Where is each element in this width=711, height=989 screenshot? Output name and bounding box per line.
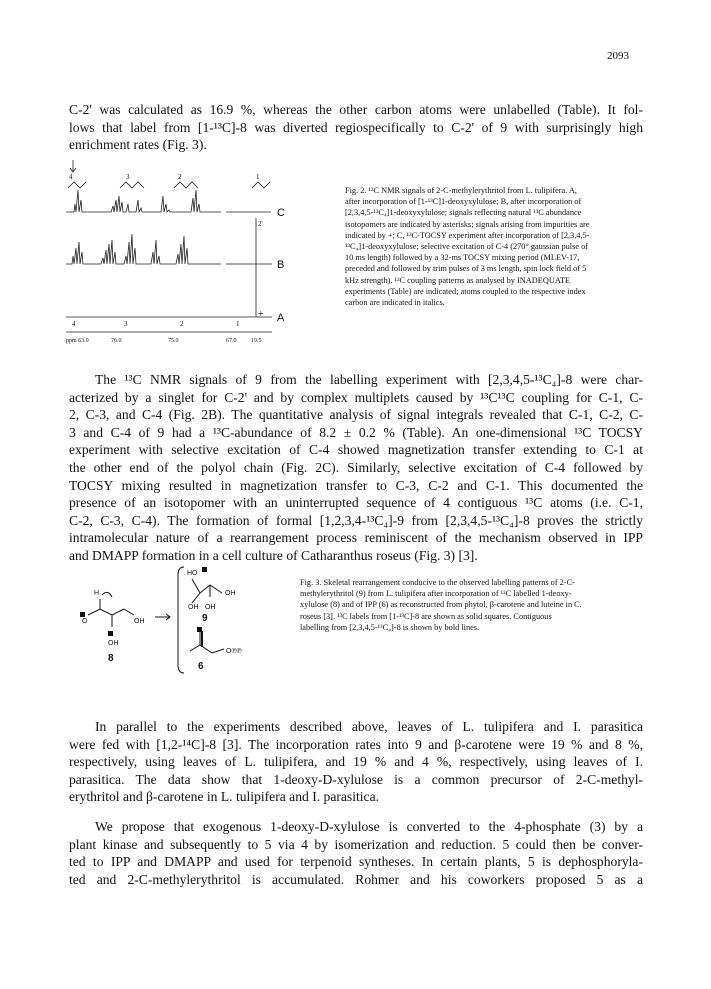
caption-line: after incorporation of [1-¹³C]1-deoxyxylulose; B, after incorporation of	[345, 197, 582, 207]
caption-line: carbon are indicated in italics.	[345, 298, 445, 308]
scheme-label: OH	[205, 604, 216, 611]
text-line: intramolecular nature of a rearrangement process reminiscent of the mechanism observed in IPP	[69, 530, 643, 546]
carbon-label: 1	[256, 173, 260, 181]
caption-line: methylerythritol (9) from L. tulipifera after incorporation of ¹³C labelled 1-deoxy-	[300, 589, 572, 599]
scheme-label: OH	[225, 590, 236, 597]
text-line: C-2' was calculated as 16.9 %, whereas the other carbon atoms were unlabelled (Table). It fol-	[69, 102, 643, 117]
carbon-label: 4	[72, 320, 76, 328]
caption-line: [2,3,4,5-¹³C₄]1-deoxyxylulose; signals reflecting natural ¹³C abundance	[345, 208, 582, 218]
text-line: We propose that exogenous 1-deoxy-D-xylulose is converted to the 4-phosphate (3) by a	[95, 819, 643, 834]
scheme-label: HO	[187, 570, 198, 577]
axis-tick: 19.5	[251, 338, 262, 344]
caption-line: ¹³C₄]1-deoxyxylulose; selective excitation of C-4 (270° gaussian pulse of	[345, 242, 588, 252]
scheme-label: OH	[134, 618, 145, 625]
label-square	[202, 567, 207, 572]
skeletal-rearrangement-scheme	[80, 565, 300, 675]
text-line: TOCSY mixing resulted in magnetization transfer to C-3, C-2 and C-1. This documented the	[69, 477, 643, 493]
text-line: C-2, C-3, C-4). The formation of formal [1,2,3,4-¹³C₄]-9 from [2,3,4,5-¹³C₄]-8 proves the strictly	[69, 512, 643, 528]
caption-line: xylulose (8) and of IPP (6) as reconstructed from phytol, β-carotene and luteine in C.	[300, 600, 582, 610]
text-line: 3 and C-4 of 9 had a ¹³C-abundance of 8.2 ± 0.2 % (Table). An one-dimensional ¹³C TOCSY	[69, 424, 643, 440]
axis-tick: 76.0	[111, 338, 122, 344]
caption-line: Fig. 3. Skeletal rearrangement conducive to the observed labelling patterns of 2-C-	[300, 578, 575, 587]
carbon-label: 2	[180, 320, 184, 328]
text-line: enrichment rates (Fig. 3).	[69, 137, 207, 153]
caption-line: indicated by +; C, ¹³C-TOCSY experiment after incorporation of [2,3,4,5-	[345, 230, 590, 240]
scheme-label: O	[82, 618, 88, 625]
caption-line: isotopomers are indicated by asterisks; signals arising from impurities are	[345, 219, 590, 229]
compound-number: 8	[108, 653, 114, 664]
paragraph-4	[69, 818, 643, 888]
text-line: 2, C-3, and C-4 (Fig. 2B). The quantitative analysis of signal integrals revealed that C-1, C-2, C-	[69, 407, 643, 423]
axis-tick: 75.0	[168, 338, 179, 344]
carbon-label: 2	[178, 173, 182, 181]
carbon-label: 3	[124, 320, 128, 328]
paragraph-1	[69, 101, 643, 154]
caption-line: labelling from [2,3,4,5-¹³C₄]-8 is shown by bold lines.	[300, 622, 480, 632]
page-number: 2093	[607, 50, 629, 62]
scheme-label: OH	[188, 604, 199, 611]
caption-line: Fig. 2. ¹³C NMR signals of 2-C-methylerythritol from L. tulipifera. A,	[345, 186, 577, 195]
text-line: and DMAPP formation in a cell culture of Catharanthus roseus (Fig. 3) [3].	[69, 547, 478, 563]
axis-tick: ppm 63.0	[66, 338, 89, 344]
text-line: In parallel to the experiments described above, leaves of L. tulipifera and I. parasitica	[95, 719, 643, 734]
paragraph-3	[69, 718, 643, 806]
figure-3-caption	[300, 577, 643, 633]
label-square	[108, 631, 113, 636]
text-line: ted and 2-C-methylerythritol is accumulated. Rohmer and his coworkers proposed 5 as a	[69, 871, 643, 887]
carbon-label: 2'	[258, 220, 263, 228]
caption-line: 10 ms length) followed by a 32-ms TOCSY mixing period (MLEV-17,	[345, 253, 580, 263]
text-line: lows that label from [1-¹³C]-8 was diverted regiospecifically to C-2' of 9 with surprisingly high	[69, 119, 643, 135]
carbon-label: 4	[69, 173, 73, 181]
caption-line: experiments (Table) are indicated; atoms coupled to the respective index	[345, 286, 586, 296]
trace-label-b: B	[277, 259, 285, 271]
carbon-label: 3	[126, 173, 130, 181]
text-line: acterized by a singlet for C-2' and by complex multiplets caused by ¹³C¹³C coupling for C-1, C-	[69, 389, 643, 405]
nmr-spectra-figure	[66, 160, 331, 360]
carbon-label: 1	[236, 320, 240, 328]
text-line: erythritol and β-carotene in L. tulipifera and I. parasitica.	[69, 789, 380, 805]
trace-label-a: A	[277, 312, 285, 324]
compound-number: 9	[202, 613, 208, 624]
axis-tick: 67.0	[226, 338, 237, 344]
compound-number: 6	[198, 661, 204, 672]
caption-line: preceded and followed by trim pulses of 3 ms length, spin lock field of 5	[345, 264, 587, 274]
label-square	[80, 612, 85, 617]
paragraph-2	[69, 371, 643, 565]
caption-line: kHz strength). ¹³C coupling patterns as analysed by INADEQUATE	[345, 275, 571, 285]
text-line: The ¹³C NMR signals of 9 from the labelling experiment with [2,3,4,5-¹³C₄]-8 were char-	[95, 372, 643, 387]
text-line: presence of an isotopomer with an uninterrupted sequence of 4 contiguous ¹³C atoms (i.e. C-1,	[69, 495, 643, 511]
caption-line: roseus [3]. ¹³C labels from [1-¹³C]-8 are shown as solid squares. Contiguous	[300, 611, 552, 621]
text-line: the other end of the polyol chain (Fig. 2C). Similarly, selective excitation of C-4 followed by	[69, 459, 643, 475]
label-square	[197, 627, 202, 632]
text-line: parasitica. The data show that 1-deoxy-D-xylulose is a common precursor of 2-C-methyl-	[69, 771, 643, 787]
text-line: respectively, using leaves of L. tulipifera, and 19 % and 4 %, respectively, using leaves of I.	[69, 754, 643, 770]
scheme-label: H	[94, 590, 100, 597]
trace-label-c: C	[277, 207, 285, 219]
text-line: ted to IPP and DMAPP and used for terpenoid syntheses. In certain plants, 5 is dephosphoryla-	[69, 854, 643, 870]
text-line: plant kinase and subsequently to 5 via 4 by isomerization and reduction. 5 could then be conver-	[69, 836, 643, 852]
scheme-label: O℗℗	[226, 648, 242, 655]
text-line: were fed with [1,2-¹⁴C]-8 [3]. The incorporation rates into 9 and β-carotene were 19 % and 8 %,	[69, 736, 643, 752]
scheme-label: OH	[108, 640, 119, 647]
impurity-mark: +	[258, 309, 264, 320]
text-line: experiment with selective excitation of C-4 showed magnetization transfer extending to C-1 at	[69, 442, 643, 458]
figure-2-caption	[345, 185, 643, 308]
